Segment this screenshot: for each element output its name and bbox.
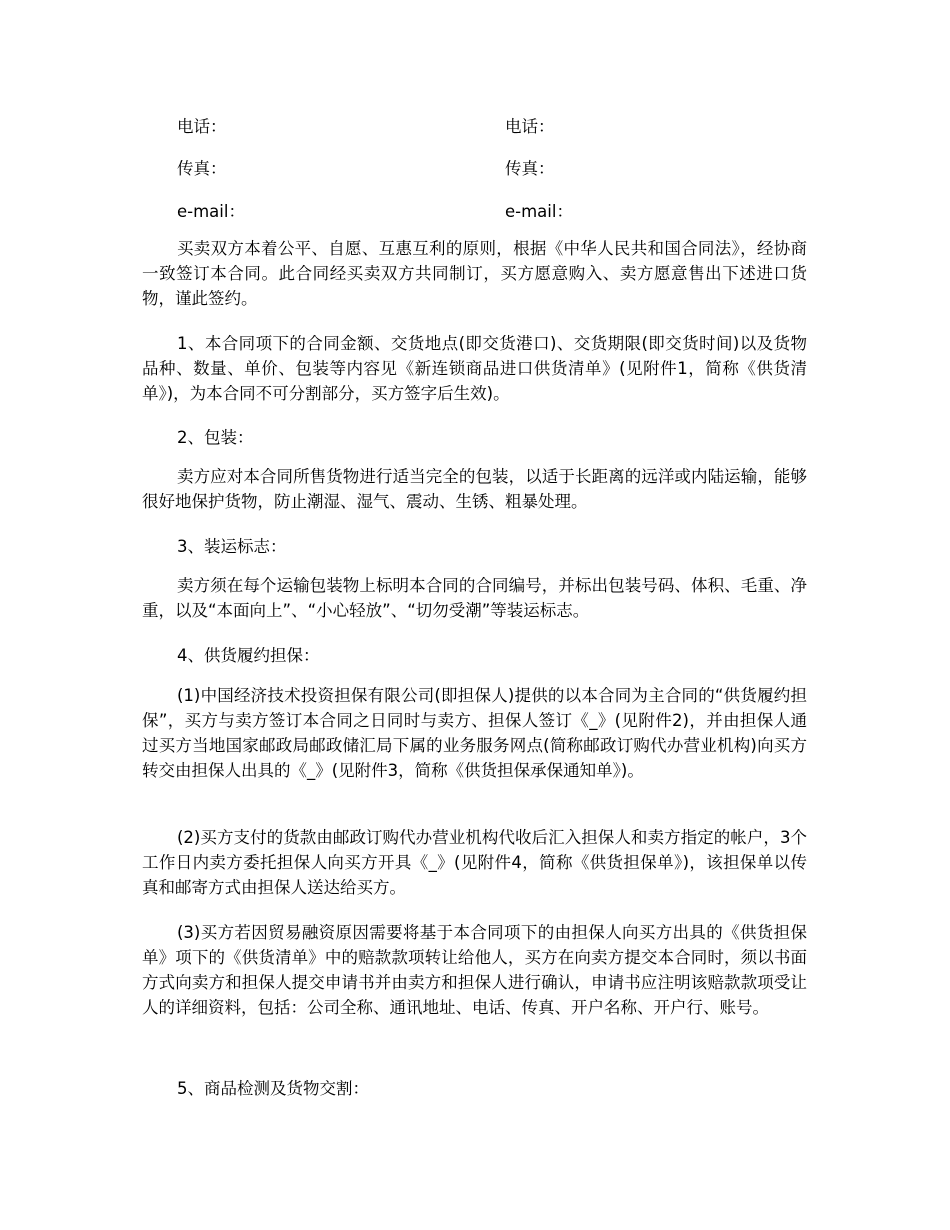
fax-label-right: 传真： <box>505 159 555 178</box>
clause-4-heading: 4、供货履约担保： <box>177 646 320 665</box>
email-row <box>142 198 822 222</box>
phone-row <box>142 113 822 137</box>
clause-3-heading: 3、装运标志： <box>177 537 287 556</box>
clause-5-heading: 5、商品检测及货物交割： <box>177 1079 369 1098</box>
fax-row <box>142 155 822 179</box>
clause-3-paragraph: 卖方须在每个运输包装物上标明本合同的合同编号，并标出包装号码、体积、毛重、净重，以及“本面向上”、“小心轻放”、“切勿受潮”等装运标志。 <box>142 576 807 620</box>
fax-label-left: 传真： <box>177 159 227 178</box>
clause-1-paragraph: 1、本合同项下的合同金额、交货地点(即交货港口)、交货期限(即交货时间)以及货物品种、数量、单价、包装等内容见《新连锁商品进口供货清单》(见附件1，简称《供货清单》)，为本合同不可分割部分，买方签字后生效)。 <box>142 334 807 403</box>
clause-4-3-paragraph: (3)买方若因贸易融资原因需要将基于本合同项下的由担保人向买方出具的《供货担保单》项下的《供货清单》中的赔款款项转让给他人，买方在向卖方提交本合同时，须以书面方式向卖方和担保人提交申请书并由卖方和担保人进行确认，申请书应注明该赔款款项受让人的详细资料，包括：公司全称、通讯地址、电话、传真、开户名称、开户行、账号。 <box>142 923 807 1017</box>
clause-4-2-paragraph: (2)买方支付的货款由邮政订购代办营业机构代收后汇入担保人和卖方指定的帐户，3个工作日内卖方委托担保人向买方开具《_》(见附件4，简称《供货担保单》)，该担保单以传真和邮寄方式由担保人送达给买方。 <box>142 828 807 897</box>
intro-paragraph: 买卖双方本着公平、自愿、互惠互利的原则，根据《中华人民共和国合同法》，经协商一致签订本合同。此合同经买卖双方共同制订，买方愿意购入、卖方愿意售出下述进口货物，谨此签约。 <box>142 239 807 308</box>
email-label-right: e-mail： <box>505 202 573 221</box>
clause-4-1-paragraph: (1)中国经济技术投资担保有限公司(即担保人)提供的以本合同为主合同的“供货履约担保”，买方与卖方签订本合同之日同时与卖方、担保人签订《_》(见附件2)，并由担保人通过买方当地国家邮政局邮政储汇局下属的业务服务网点(简称邮政订购代办营业机构)向买方转交由担保人出具的《_》(见附件3，简称《供货担保承保通知单》)。 <box>142 686 807 780</box>
email-label-left: e-mail： <box>177 202 245 221</box>
phone-label-right: 电话： <box>505 117 555 136</box>
clause-2-heading: 2、包装： <box>177 428 254 447</box>
phone-label-left: 电话： <box>177 117 227 136</box>
clause-2-paragraph: 卖方应对本合同所售货物进行适当完全的包装，以适于长距离的远洋或内陆运输，能够很好地保护货物，防止潮湿、湿气、震动、生锈、粗暴处理。 <box>142 467 807 511</box>
